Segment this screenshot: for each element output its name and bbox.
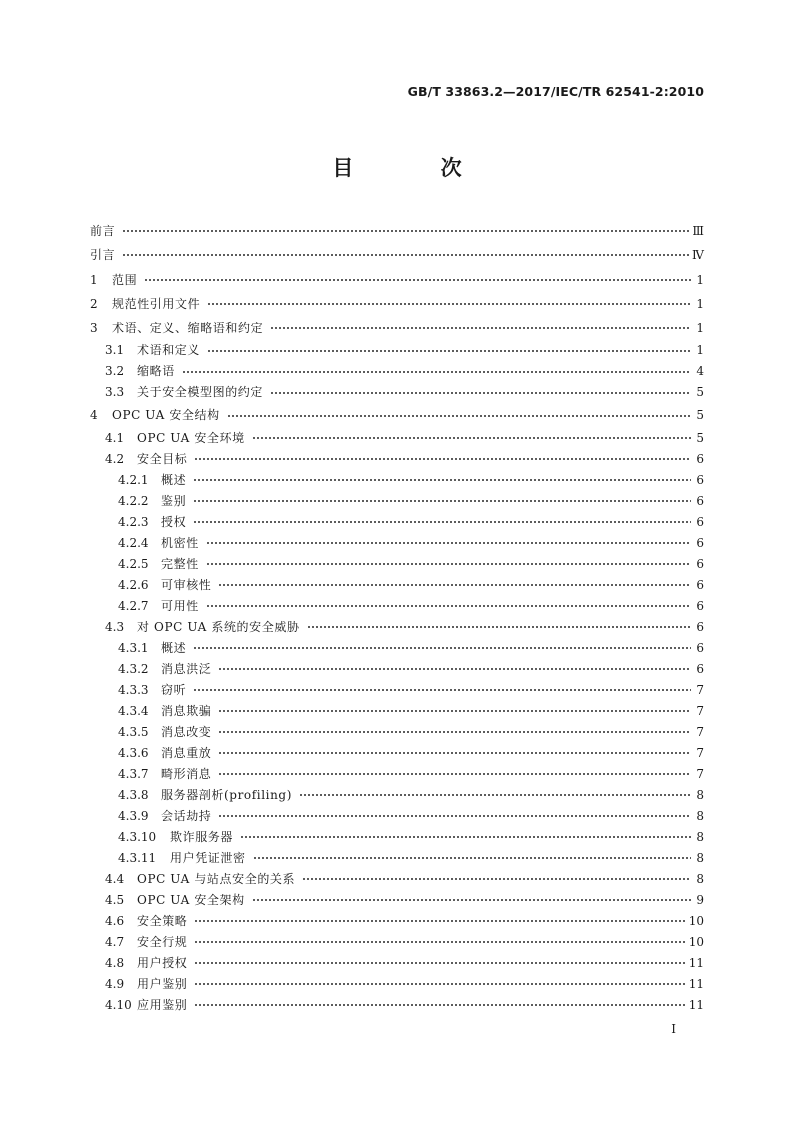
toc-entry[interactable] [90,701,704,722]
dot-leader [193,642,691,654]
dot-leader [206,600,691,612]
dot-leader [218,747,691,759]
toc-entry-page: 4 [696,364,704,379]
toc-entry[interactable] [90,340,704,361]
toc-entry-number: 4.2.1 [118,472,149,487]
toc-entry-title: 可审核性 [161,577,212,592]
toc-entry-title: 术语、定义、缩略语和约定 [112,321,264,336]
dot-leader [218,726,691,738]
dot-leader [299,789,691,801]
toc-entry-title: 术语和定义 [137,343,201,358]
toc-entry-page: 6 [696,535,704,550]
toc-entry-title: 安全行规 [137,934,188,949]
toc-entry-page: 7 [696,724,704,739]
toc-entry-title: 畸形消息 [161,766,212,781]
toc-entry-title: 概述 [161,472,187,487]
toc-entry-number: 3 [90,321,98,336]
toc-entry-number: 4.1 [105,430,125,445]
toc-entry-page: 6 [696,493,704,508]
toc-entry-number: 4.7 [105,934,125,949]
toc-entry-number: 4.6 [105,913,125,928]
dot-leader [194,978,685,990]
toc-entry[interactable] [90,806,704,827]
dot-leader [182,366,691,378]
toc-entry-page: 7 [696,703,704,718]
toc-entry[interactable] [90,219,704,243]
toc-entry[interactable] [90,848,704,869]
toc-entry-title: 用户授权 [137,955,188,970]
toc-entry-title: 前言 [90,224,116,238]
toc-entry-title: 关于安全模型图的约定 [137,385,264,400]
toc-entry-page: 11 [688,955,704,970]
dot-leader [193,495,691,507]
toc-entry[interactable] [90,533,704,554]
dot-leader [193,516,691,528]
toc-entry-number: 3.3 [105,385,125,400]
toc-entry-page: 7 [696,682,704,697]
toc-entry-number: 4.3.10 [118,829,157,844]
dot-leader [122,249,689,261]
dot-leader [193,474,691,486]
toc-entry[interactable] [90,361,704,382]
dot-leader [193,684,691,696]
dot-leader [194,915,685,927]
toc-entry-title: 消息改变 [161,724,212,739]
toc-entry-number: 4.3 [105,619,125,634]
toc-entry-number: 4.2.4 [118,535,149,550]
page-number: Ⅰ [671,1022,676,1036]
toc-entry-number: 4.2.3 [118,514,149,529]
toc-entry-number: 4.10 [105,997,132,1012]
toc-entry-page: 8 [696,787,704,802]
toc-entry-page: Ⅲ [692,224,704,238]
dot-leader [302,873,691,885]
toc-entry-title: OPC UA 安全架构 [137,892,245,907]
toc-entry-title: 消息重放 [161,745,212,760]
toc-entry-title: 用户鉴别 [137,976,188,991]
toc-entry-page: 5 [696,408,704,423]
toc-entry-number: 2 [90,296,98,311]
toc-entry[interactable] [90,827,704,848]
dot-leader [206,558,691,570]
dot-leader [218,663,691,675]
toc-entry-title: 鉴别 [161,493,187,508]
toc-entry-page: Ⅳ [692,248,704,263]
toc-entry[interactable] [90,911,704,932]
toc-entry-title: 安全目标 [137,451,188,466]
toc-entry-number: 4.2 [105,451,125,466]
toc-entry-title: 应用鉴别 [137,997,188,1012]
dot-leader [218,579,691,591]
toc-entry[interactable] [90,890,704,911]
toc-entry[interactable] [90,680,704,701]
toc-entry-number: 4.3.11 [118,850,157,865]
toc-entry-title: OPC UA 安全环境 [137,430,245,445]
toc-entry-page: 8 [696,871,704,886]
toc-entry-title: 概述 [161,640,187,655]
dot-leader [144,274,691,286]
toc-entry-number: 4 [90,408,98,423]
dot-leader [240,831,691,843]
toc-entry-page: 11 [688,976,704,991]
dot-leader [307,621,691,633]
toc-entry[interactable] [90,659,704,680]
toc-entry[interactable] [90,953,704,974]
dot-leader [270,322,691,334]
toc-entry-page: 6 [696,451,704,466]
toc-entry[interactable] [90,932,704,953]
toc-entry-page: 6 [696,661,704,676]
toc-entry-title: 消息欺骗 [161,703,212,718]
dot-leader [218,810,691,822]
dot-leader [207,298,691,310]
toc-entry-page: 6 [696,640,704,655]
toc-entry-number: 3.1 [105,343,125,358]
toc-entry[interactable] [90,470,704,491]
toc-entry-title: 窃听 [161,682,187,697]
toc-entry-title: 欺诈服务器 [170,829,234,844]
toc-entry[interactable] [90,382,704,403]
toc-entry-page: 6 [696,514,704,529]
toc-entry-page: 1 [696,321,704,336]
toc-entry-title: 可用性 [161,598,199,613]
toc-entry-number: 4.3.7 [118,766,149,781]
toc-entry-title: 服务器剖析(profiling) [161,787,292,802]
toc-entry-page: 6 [696,472,704,487]
toc-entry-page: 8 [696,808,704,823]
dot-leader [194,936,685,948]
toc-entry-number: 4.2.6 [118,577,149,592]
toc-entry[interactable] [90,764,704,785]
toc-entry-number: 4.3.8 [118,787,149,802]
toc-entry[interactable] [90,491,704,512]
dot-leader [194,453,691,465]
toc-entry-title: 规范性引用文件 [112,296,201,311]
toc-entry-number: 4.4 [105,871,125,886]
toc-entry-number: 4.3.1 [118,640,149,655]
toc-entry-page: 8 [696,850,704,865]
toc-entry-number: 4.2.2 [118,493,149,508]
dot-leader [270,387,691,399]
dot-leader [252,894,691,906]
toc-entry-page: 6 [696,619,704,634]
toc-entry-page: 9 [696,892,704,907]
toc-entry-number: 4.9 [105,976,125,991]
toc-entry-title: 会话劫持 [161,808,212,823]
toc-entry-page: 6 [696,556,704,571]
toc-entry[interactable] [90,428,704,449]
toc-entry-page: 8 [696,829,704,844]
toc-entry-title: 安全策略 [137,913,188,928]
toc-entry-title: OPC UA 安全结构 [112,408,220,423]
toc-entry[interactable] [90,316,704,340]
toc-entry[interactable] [90,722,704,743]
toc-entry-page: 5 [696,430,704,445]
toc-entry[interactable] [90,449,704,470]
toc-entry-number: 4.3.3 [118,682,149,697]
toc-entry-number: 4.3.5 [118,724,149,739]
toc-entry-page: 10 [688,934,704,949]
toc-entry-title: 消息洪泛 [161,661,212,676]
dot-leader [194,999,685,1011]
toc-entry[interactable] [90,292,704,316]
toc-entry-page: 1 [696,343,704,358]
toc-entry-page: 11 [688,997,704,1012]
toc-entry-number: 3.2 [105,364,125,379]
toc-entry-page: 5 [696,385,704,400]
dot-leader [218,768,691,780]
toc-entry[interactable] [90,995,704,1016]
dot-leader [253,852,691,864]
toc-entry[interactable] [90,617,704,638]
toc-entry-page: 6 [696,577,704,592]
toc-entry-number: 1 [90,272,98,287]
toc-entry[interactable] [90,974,704,995]
toc-entry-page: 7 [696,766,704,781]
toc-entry-page: 10 [688,913,704,928]
toc-entry-title: 范围 [112,272,138,287]
toc-entry-title: 对 OPC UA 系统的安全威胁 [137,619,300,634]
toc-entry-page: 1 [696,296,704,311]
toc-entry-title: 完整性 [161,556,199,571]
toc-entry[interactable] [90,243,704,267]
toc-entry-title: 缩略语 [137,364,175,379]
toc-entry-number: 4.2.7 [118,598,149,613]
toc-entry-number: 4.2.5 [118,556,149,571]
toc-entry[interactable] [90,785,704,806]
dot-leader [122,225,689,237]
toc-entry[interactable] [90,596,704,617]
toc-entry-number: 4.8 [105,955,125,970]
toc-entry-title: OPC UA 与站点安全的关系 [137,871,296,886]
toc-entry-number: 4.3.6 [118,745,149,760]
toc-entry[interactable] [90,869,704,890]
dot-leader [252,432,691,444]
toc-entry-title: 授权 [161,514,187,529]
dot-leader [194,957,685,969]
toc-entry-title: 用户凭证泄密 [170,850,246,865]
toc-entry[interactable] [90,512,704,533]
toc-entry-number: 4.5 [105,892,125,907]
standard-number: GB/T 33863.2—2017/IEC/TR 62541-2:2010 [407,84,704,99]
toc-entry-number: 4.3.4 [118,703,149,718]
toc-entry-page: 6 [696,598,704,613]
dot-leader [218,705,691,717]
toc-entry[interactable] [90,638,704,659]
toc-entry[interactable] [90,554,704,575]
toc-entry-page: 7 [696,745,704,760]
toc-entry[interactable] [90,575,704,596]
toc-entry-title: 机密性 [161,535,199,550]
dot-leader [227,410,691,422]
toc-entry-title: 引言 [90,248,116,263]
toc-entry-number: 4.3.9 [118,808,149,823]
toc-entry[interactable] [90,743,704,764]
dot-leader [207,345,691,357]
table-of-contents [90,219,704,1016]
page-title: 目 次 [332,156,502,180]
toc-entry-number: 4.3.2 [118,661,149,676]
toc-entry[interactable] [90,268,704,292]
toc-entry[interactable] [90,403,704,427]
dot-leader [206,537,691,549]
toc-entry-page: 1 [696,272,704,287]
